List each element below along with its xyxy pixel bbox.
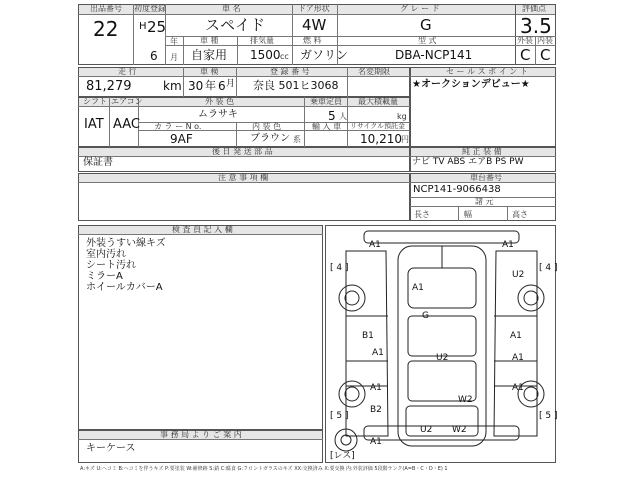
inspector-line-4: ミラーA bbox=[86, 271, 123, 282]
cc-unit: cc bbox=[280, 52, 289, 61]
damage-mark: A1 bbox=[412, 283, 424, 293]
damage-mark: W2 bbox=[458, 395, 473, 405]
after-parts-label: 後 日 発 送 部 品 bbox=[212, 147, 273, 156]
ext-label: 外装 bbox=[517, 36, 533, 45]
shift-value: IAT bbox=[84, 117, 104, 132]
int-label: 内装 bbox=[537, 36, 553, 45]
inspection-year: 30 bbox=[188, 79, 204, 93]
recycle-label: リサイクル預託金 bbox=[350, 122, 406, 130]
import-label: 輸 入 車 bbox=[312, 122, 342, 131]
era-prefix: H bbox=[139, 21, 147, 32]
damage-mark: A1 bbox=[369, 240, 381, 250]
plate-label: 登 録 番 号 bbox=[270, 67, 310, 76]
area-bracket: [ 5 ] bbox=[539, 411, 558, 421]
genuine-equipment-value: ナビ TV ABS エアB PS PW bbox=[412, 157, 524, 167]
damage-mark: W2 bbox=[452, 425, 467, 435]
area-bracket: [ 4 ] bbox=[330, 263, 349, 273]
lot-number: 22 bbox=[93, 17, 119, 41]
reg-month: 6 bbox=[150, 49, 158, 63]
inspection-month: 6 bbox=[218, 79, 226, 93]
month-unit: 月 bbox=[170, 53, 178, 62]
damage-mark: A1 bbox=[512, 383, 524, 393]
plate-value: 奈良 501ヒ3068 bbox=[253, 79, 339, 92]
ext-color-value: ムラサキ bbox=[198, 109, 238, 120]
car-outline-icon bbox=[326, 226, 557, 464]
area-bracket: [ 4 ] bbox=[539, 263, 558, 273]
inspection-label: 車 検 bbox=[200, 67, 219, 76]
width-label: 幅 bbox=[464, 210, 472, 219]
fuel-label: 燃 料 bbox=[303, 36, 322, 45]
inspector-line-5: ホイールカバーA bbox=[86, 282, 163, 293]
damage-mark: A1 bbox=[372, 348, 384, 358]
office-label: 事 務 局 よ り ご 案 内 bbox=[160, 430, 242, 439]
sales-point-label: セ ー ル ス ポ イ ン ト bbox=[446, 67, 528, 76]
shift-label: シフト bbox=[83, 97, 107, 106]
kei-unit: 系 bbox=[293, 135, 301, 144]
damage-mark: A1 bbox=[502, 240, 514, 250]
car-name: スペイド bbox=[205, 16, 266, 34]
displacement-value: 1500 bbox=[250, 48, 281, 62]
mileage-label: 走 行 bbox=[118, 67, 137, 76]
usage-label: 車 種 bbox=[200, 36, 219, 45]
fuel-value: ガソリン bbox=[300, 48, 349, 62]
after-parts-value: 保証書 bbox=[83, 157, 113, 168]
mileage-value: 81,279 bbox=[86, 79, 132, 94]
damage-mark: A1 bbox=[512, 353, 524, 363]
capacity-value: 5 bbox=[328, 109, 336, 123]
int-color-label: 内 装 色 bbox=[252, 122, 282, 131]
model-value: DBA-NCP141 bbox=[395, 48, 473, 62]
damage-mark: A1 bbox=[510, 331, 522, 341]
car-name-label: 車 名 bbox=[222, 4, 241, 13]
owner-name-label: 名変期限 bbox=[358, 67, 390, 76]
legend-footer: A:キズ U:ヘコミ B:ヘコミを伴うキズ P:要塗装 W:補修跡 S:錆 C:腐食 G:フロントガラスのキズ XX:交換済み X:要交換 内:外装評価 5段階ランク(A=B・C・D・E) 1 bbox=[80, 466, 448, 472]
office-value: キーケース bbox=[86, 443, 136, 454]
length-label: 長さ bbox=[414, 210, 430, 219]
int-score: C bbox=[540, 46, 551, 64]
damage-mark: U2 bbox=[512, 270, 525, 280]
first-reg-label: 初度登録 bbox=[134, 4, 166, 13]
ext-color-label: 外 装 色 bbox=[205, 97, 235, 106]
area-bracket: [ 5 ] bbox=[330, 411, 349, 421]
lot-no-label: 出品番号 bbox=[90, 4, 122, 13]
sales-point-value: ★オークションデビュー★ bbox=[412, 79, 530, 90]
max-load-label: 最大積載量 bbox=[358, 97, 398, 106]
persons-unit: 人 bbox=[339, 112, 347, 121]
doors-label: ドア形状 bbox=[298, 4, 330, 13]
damage-mark: A1 bbox=[370, 437, 382, 447]
grade-value: G bbox=[420, 16, 432, 34]
recycle-value: 10,210 bbox=[360, 132, 402, 146]
year-unit: 年 bbox=[170, 37, 178, 46]
damage-mark: A1 bbox=[370, 383, 382, 393]
genuine-equipment-label: 純 正 装 備 bbox=[462, 147, 502, 156]
damage-mark: U2 bbox=[436, 353, 449, 363]
damage-mark: B1 bbox=[362, 331, 374, 341]
reg-year: 25 bbox=[147, 18, 167, 36]
dims-label: 諸 元 bbox=[475, 197, 494, 206]
ac-label: エアコン bbox=[111, 97, 143, 106]
inspector-line-2: 室内汚れ bbox=[86, 249, 126, 260]
inspection-month-unit: 月 bbox=[226, 79, 236, 89]
damage-diagram bbox=[325, 225, 556, 463]
score-label: 評価点 bbox=[522, 4, 546, 13]
inspector-line-3: シート汚れ bbox=[86, 260, 136, 271]
chassis-label: 車台番号 bbox=[470, 173, 502, 182]
color-no-label: カ ラ ー N o. bbox=[154, 122, 202, 131]
capacity-label: 乗車定員 bbox=[310, 97, 342, 106]
height-label: 高さ bbox=[512, 210, 528, 219]
notes-label: 注 意 事 項 欄 bbox=[218, 173, 269, 182]
grade-label: グ レ ー ド bbox=[400, 4, 440, 13]
damage-mark: B2 bbox=[370, 405, 382, 415]
mileage-unit: km bbox=[163, 79, 182, 93]
inspector-line-1: 外装うすい線キズ bbox=[86, 238, 166, 249]
int-color-value: ブラウン bbox=[250, 133, 290, 144]
usage-value: 自家用 bbox=[191, 48, 228, 62]
kg-unit: kg bbox=[397, 112, 407, 121]
damage-mark: G bbox=[422, 311, 429, 321]
inspector-label: 検 査 員 記 入 欄 bbox=[172, 225, 233, 234]
damage-mark: U2 bbox=[420, 425, 433, 435]
color-no-value: 9AF bbox=[170, 132, 193, 146]
overall-score: 3.5 bbox=[520, 14, 552, 38]
area-bracket: [レス] bbox=[330, 451, 355, 461]
chassis-number: NCP141-9066438 bbox=[413, 184, 501, 195]
model-label: 型 式 bbox=[418, 36, 437, 45]
ext-score: C bbox=[520, 46, 531, 64]
displacement-label: 排気量 bbox=[250, 36, 274, 45]
door-type: 4W bbox=[302, 16, 327, 34]
ac-value: AAC bbox=[113, 117, 140, 132]
yen-unit: 円 bbox=[401, 135, 409, 144]
inspection-year-unit: 年 bbox=[205, 79, 216, 92]
